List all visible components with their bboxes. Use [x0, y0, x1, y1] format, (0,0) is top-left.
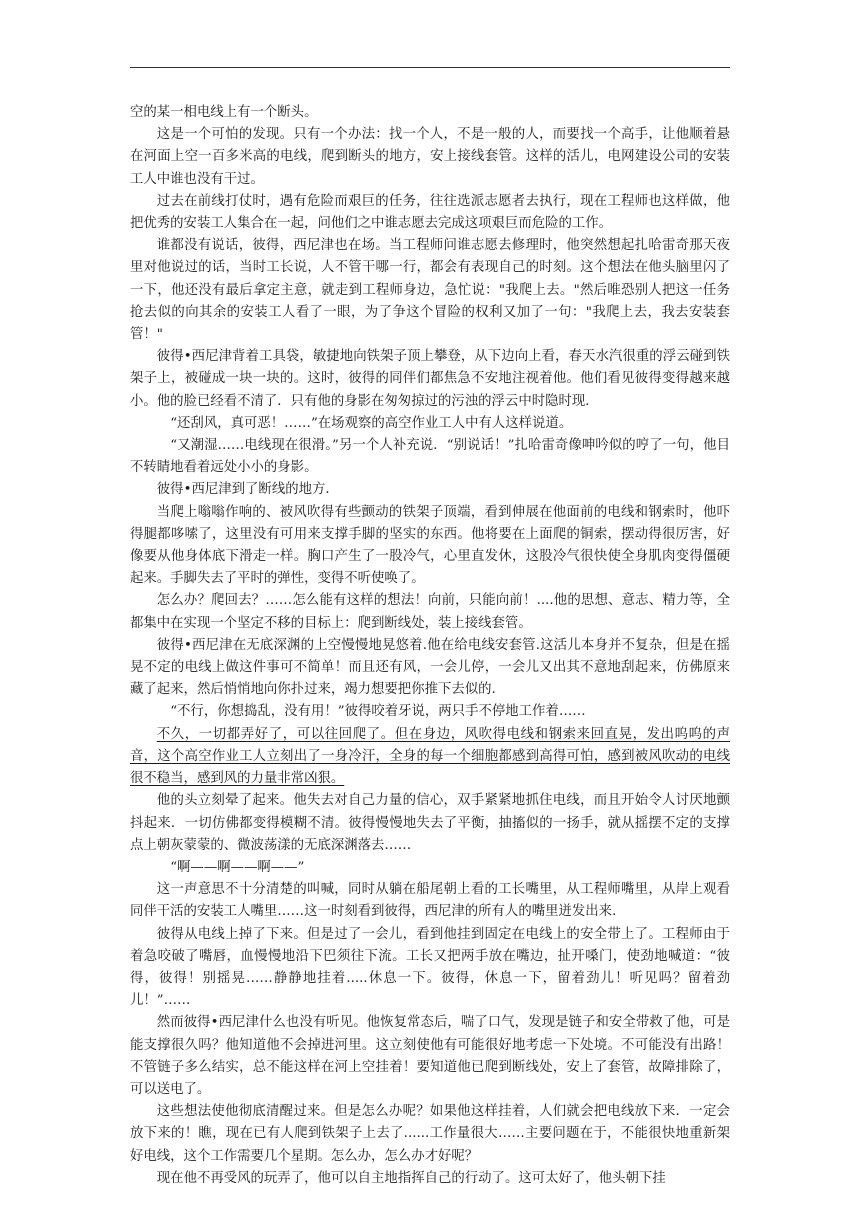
paragraph-underlined: 不久，一切都弄好了，可以往回爬了。但在身边，风吹得电线和钢索来回直晃，发出呜呜的声音，这个高空作业工人立刻出了一身冷汗，全身的每一个细胞都感到高得可怕，感到被风吹动的电线很不稳当，感到风的力量非常凶狠。: [130, 726, 730, 787]
paragraph: 彼得•西尼津到了断线的地方．: [156, 482, 339, 498]
paragraph: “又潮湿……电线现在很滑。”另一个人补充说．“别说话！”扎哈雷奇像呻吟似的哼了一句，他目不转睛地看着远处小小的身影。: [130, 438, 730, 476]
paragraph: 这是一个可怕的发现。只有一个办法：找一个人，不是一般的人，而要找一个高手，让他顺着悬在河面上空一百多米高的电线，爬到断头的地方，安上接线套管。这样的活儿，电网建设公司的安装工人中谁也没有干过。: [130, 127, 730, 187]
paragraph: 现在他不再受风的玩弄了，他可以自主地指挥自己的行动了。这可太好了，他头朝下挂: [156, 1170, 666, 1186]
paragraph: 他的头立刻晕了起来。他失去对自己力量的信心，双手紧紧地抓住电线，而且开始令人讨厌地颤抖起来．一切仿佛都变得模糊不清。彼得慢慢地失去了平衡，抽搐似的一扬手，就从摇摆不定的支撑点上朝灰蒙蒙的、微波荡漾的无底深渊落去……: [130, 793, 730, 853]
paragraph: 彼得•西尼津在无底深渊的上空慢慢地晃悠着.他在给电线安套管.这活儿本身并不复杂，但是在摇晃不定的电线上做这件事可不简单！而且还有风，一会儿停，一会儿又出其不意地刮起来，仿佛原来藏了起来，然后悄悄地向你扑过来，竭力想要把你推下去似的.: [130, 637, 730, 698]
paragraph: 当爬上嗡嗡作响的、被风吹得有些颤动的铁架子顶端，看到伸展在他面前的电线和钢索时，他吓得腿都哆嗦了，这里没有可用来支撑手脚的坚实的东西。他将要在上面爬的铜索，摆动得很厉害，好像要从他身体底下滑走一样。胸口产生了一股冷气，心里直发休，这股冷气很快使全身肌肉变得僵硬起来。手脚失去了平时的弹性，变得不听使唤了。: [130, 504, 730, 587]
paragraph: 然而彼得•西尼津什么也没有听见。他恢复常态后，喘了口气，发现是链子和安全带救了他，可是能支撑很久吗？他知道他不会掉进河里。这立刻使他有可能很好地考虑一下处境。不可能没有出路！不管链子多么结实，总不能这样在河上空挂着！要知道他已爬到断线处，安上了套管，故障排除了，可以送电了。: [130, 1015, 730, 1097]
paragraph: 彼得从电线上掉了下来。但是过了一会儿，看到他挂到固定在电线上的安全带上了。工程师由于着急咬破了嘴唇，血慢慢地沿下巴须往下流。工长又把两手放在嘴边，扯开嗓门，使劲地喊道：“彼得，彼得！别摇晃……静静地挂着.....休息一下。彼得，休息一下，留着劲儿！听见吗？留着劲儿！”……: [130, 926, 730, 1009]
paragraph: 这些想法使他彻底清醒过来。但是怎么办呢？如果他这样挂着，人们就会把电线放下来．一定会放下来的！瞧，现在已有人爬到铁架子上去了......工作量很大……主要问题在于，不能很快地重新架好电线，这个工作需要几个星期。怎么办，怎么办才好呢？: [130, 1104, 730, 1164]
paragraph: 这一声意思不十分清楚的叫喊，同时从躺在船尾朝上看的工长嘴里，从工程师嘴里，从岸上观看同伴干活的安装工人嘴里……这一时刻看到彼得，西尼津的所有人的嘴里迸发出来.: [130, 882, 730, 920]
paragraph: 过去在前线打仗时，遇有危险而艰巨的任务，往往选派志愿者去执行，现在工程师也这样做，他把优秀的安装工人集合在一起，问他们之中谁志愿去完成这项艰巨而危险的工作。: [130, 193, 730, 232]
paragraph: 空的某一相电线上有一个断头。: [130, 105, 318, 120]
paragraph: 彼得•西尼津背着工具袋，敏捷地向铁架子顶上攀登，从下边向上看，春天水汽很重的浮云碰到铁架子上，被碰成一块一块的。这时，彼得的同伴们都焦急不安地注视着他。他们看见彼得变得越来越小。他的脸已经看不清了．只有他的身影在匆匆掠过的污浊的浮云中时隐时现．: [130, 349, 730, 409]
paragraph: “啊——啊——啊——”: [170, 859, 305, 875]
header-rule: [130, 67, 730, 68]
paragraph: 怎么办？爬回去？……怎么能有这样的想法！向前，只能向前！....他的思想、意志、精力等，全都集中在实现一个坚定不移的目标上：爬到断线处，装上接线套管。: [130, 593, 730, 631]
paragraph: 谁都没有说话，彼得，西尼津也在场。当工程师问谁志愿去修理时，他突然想起扎哈雷奇那天夜里对他说过的话，当时工长说，人不管干哪一行，都会有表现自己的时刻。这个想法在他头脑里闪了一下，他还没有最后拿定主意，就走到工程师身边，急忙说："我爬上去。"然后唯恐别人把这一任务抢去似的向其余的安装工人看了一眼，为了争这个冒险的权利又加了一句："我爬上去，我去安装套管！": [130, 238, 730, 343]
paragraph: “不行，你想捣乱，没有用！”彼得咬着牙说，两只手不停地工作着……: [170, 704, 586, 720]
paragraph: “还刮风，真可恶！……”在场观察的高空作业工人中有人这样说道。: [170, 415, 573, 431]
document-body: [130, 102, 730, 1190]
